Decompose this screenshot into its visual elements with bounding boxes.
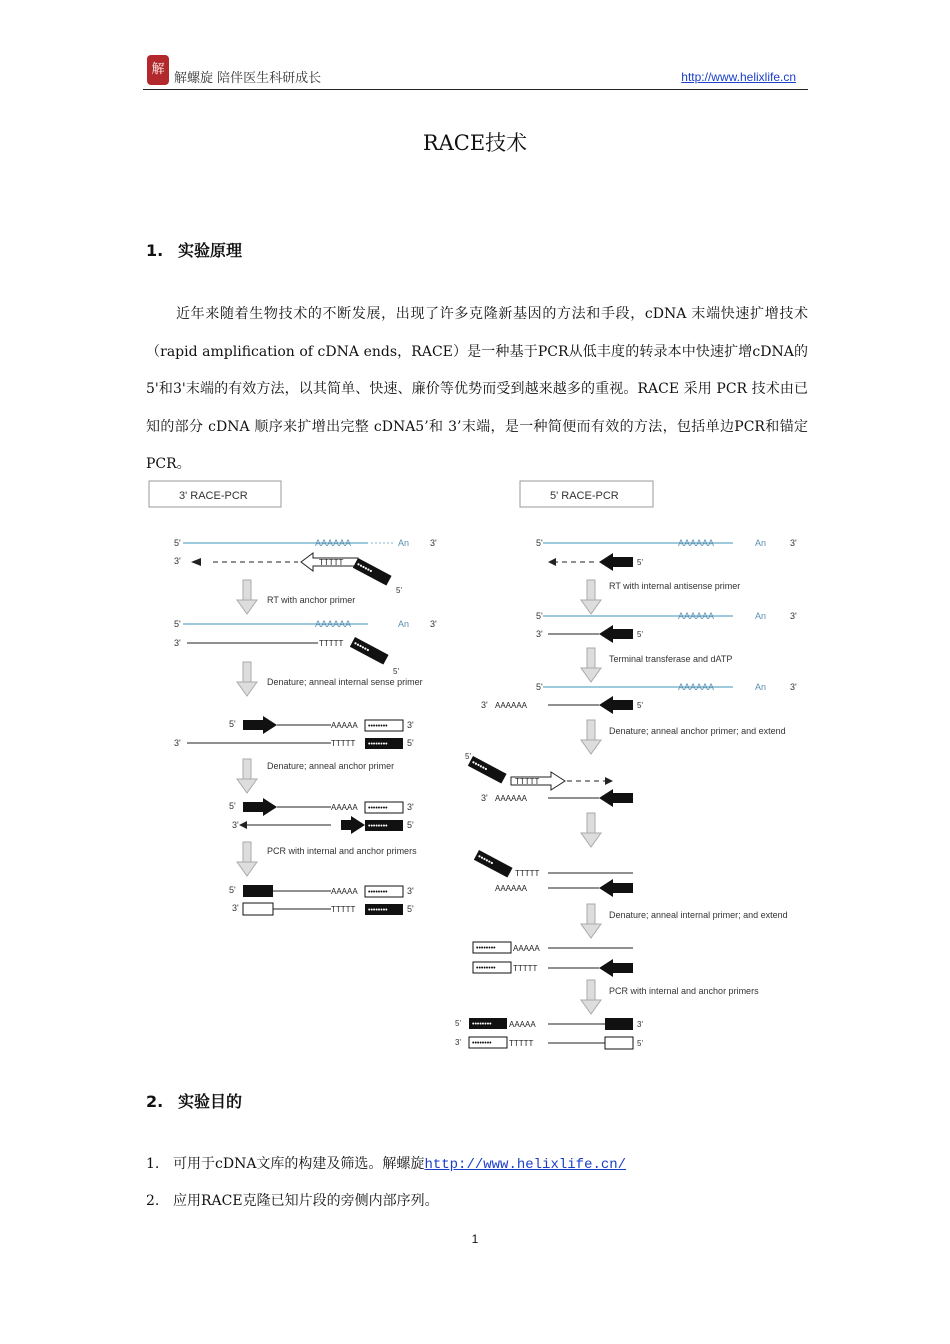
svg-text:5': 5' [536,538,543,548]
svg-text:TTTTT: TTTTT [331,905,356,914]
svg-text:AAAAAA: AAAAAA [495,884,528,893]
svg-text:AAAAA: AAAAA [513,944,540,953]
svg-text:••••••: •••••• [355,559,375,576]
svg-text:An: An [398,619,410,629]
svg-text:3': 3' [407,720,414,730]
svg-text:3': 3' [430,619,437,629]
svg-text:••••••: •••••• [476,851,496,868]
svg-text:AAAAAA: AAAAAA [495,794,528,803]
svg-text:AAAAAA: AAAAAA [678,682,715,692]
svg-text:3': 3' [536,629,543,639]
svg-text:An: An [398,538,410,548]
svg-text:TTTTT: TTTTT [515,777,540,786]
svg-text:3': 3' [790,538,797,548]
brand-slogan: 解螺旋 陪伴医生科研成长 [174,71,322,86]
page-title: RACE技术 [422,131,528,155]
svg-text:3': 3' [174,638,181,648]
svg-text:AAAAAA: AAAAAA [678,538,715,548]
svg-text:3': 3' [232,903,239,913]
svg-text:5': 5' [637,701,643,710]
svg-text:TTTTT: TTTTT [319,639,344,648]
svg-text:••••••••: •••••••• [368,741,388,748]
svg-text:TTTTT: TTTTT [513,964,538,973]
svg-text:5': 5' [407,820,414,830]
svg-text:5': 5' [536,682,543,692]
svg-text:Denature; anneal internal prim: Denature; anneal internal primer; and extend [609,910,788,920]
svg-text:3': 3' [481,700,488,710]
section-heading-principle: 1. 实验原理 [146,241,243,260]
svg-text:5': 5' [393,667,399,676]
header-website-link[interactable]: http://www.helixlife.cn [681,70,796,84]
svg-text:••••••••: •••••••• [472,1040,492,1047]
svg-text:5': 5' [407,904,414,914]
svg-text:An: An [755,538,767,548]
svg-text:Denature; anneal anchor primer: Denature; anneal anchor primer; and extend [609,726,786,736]
svg-text:3': 3' [174,556,181,566]
svg-text:3': 3' [790,682,797,692]
page-header [143,55,808,90]
svg-text:An: An [755,611,767,621]
svg-text:3': 3' [790,611,797,621]
svg-text:5': 5' [174,538,181,548]
svg-text:••••••••: •••••••• [368,889,388,896]
svg-text:TTTTT: TTTTT [515,869,540,878]
svg-text:5': 5' [465,752,471,761]
page-number: 1 [471,1232,479,1246]
svg-text:AAAAAA: AAAAAA [495,701,528,710]
svg-text:5': 5' [396,586,402,595]
section-heading-objective: 2. 实验目的 [146,1092,243,1111]
svg-text:5': 5' [229,719,236,729]
svg-text:••••••••: •••••••• [476,945,496,952]
svg-text:AAAAA: AAAAA [331,887,358,896]
svg-text:5': 5' [637,630,643,639]
svg-text:PCR with internal and anchor p: PCR with internal and anchor primers [609,986,759,996]
right-diagram-title: 5' RACE-PCR [550,490,619,502]
svg-text:PCR with internal and anchor p: PCR with internal and anchor primers [267,846,417,856]
objective-website-link[interactable]: http://www.helixlife.cn/ [424,1157,627,1173]
svg-text:5': 5' [229,885,236,895]
svg-text:••••••: •••••• [352,638,372,655]
svg-text:AAAAAA: AAAAAA [315,538,352,548]
svg-text:5': 5' [174,619,181,629]
svg-text:Denature; anneal internal sens: Denature; anneal internal sense primer [267,677,423,687]
svg-text:AAAAA: AAAAA [509,1020,536,1029]
svg-text:3': 3' [430,538,437,548]
svg-text:AAAAAA: AAAAAA [315,619,352,629]
svg-text:3': 3' [174,738,181,748]
svg-text:••••••: •••••• [470,757,490,774]
svg-text:AAAAA: AAAAA [331,803,358,812]
svg-text:An: An [755,682,767,692]
left-panel [174,538,437,915]
race-pcr-diagram [143,476,818,1056]
svg-text:RT with internal antisense pri: RT with internal antisense primer [609,581,741,591]
svg-text:5': 5' [637,1039,643,1048]
svg-text:5': 5' [637,558,643,567]
svg-text:5': 5' [536,611,543,621]
principle-paragraph: 近年来随着生物技术的不断发展，出现了许多克隆新基因的方法和手段，cDNA 末端快速扩增技术（rapid amplification of cDNA ends，RACE）是一种基于PCR从低丰度的转录本中快速扩增cDNA的5'和3'末端的有效方法，以其简单、快速、廉价等优势而受到越来越多的重视。RACE 采用 PCR 技术由已知的部分 cDNA 顺序来扩增出完整 cDNA5’和 3’末端，是一种简便而有效的方法，包括单边PCR和锚定PCR。 [146,306,808,472]
right-panel [455,538,797,1049]
svg-text:3': 3' [232,820,239,830]
svg-text:AAAAA: AAAAA [331,721,358,730]
svg-text:5': 5' [407,738,414,748]
left-diagram-title: 3' RACE-PCR [179,490,248,502]
svg-text:5': 5' [455,1019,461,1028]
svg-text:••••••••: •••••••• [368,805,388,812]
svg-text:Denature; anneal anchor primer: Denature; anneal anchor primer [267,761,395,771]
svg-text:3': 3' [481,793,488,803]
svg-text:••••••••: •••••••• [368,823,388,830]
svg-text:AAAAAA: AAAAAA [678,611,715,621]
svg-text:3': 3' [455,1038,461,1047]
svg-text:TTTTT: TTTTT [509,1039,534,1048]
helixlife-seal-logo: 解 [147,55,169,85]
svg-text:••••••••: •••••••• [368,907,388,914]
svg-text:5': 5' [229,801,236,811]
objective-item-1: 1. 可用于cDNA文库的构建及筛选。解螺旋http://www.helixlife.cn/ [146,1156,627,1173]
svg-text:••••••••: •••••••• [368,723,388,730]
svg-text:RT with anchor primer: RT with anchor primer [267,595,356,605]
svg-text:••••••••: •••••••• [472,1021,492,1028]
svg-text:TTTTT: TTTTT [331,739,356,748]
svg-text:••••••••: •••••••• [476,965,496,972]
svg-text:3': 3' [407,802,414,812]
objective-item-2: 2. 应用RACE克隆已知片段的旁侧内部序列。 [146,1193,439,1209]
svg-text:3': 3' [637,1020,643,1029]
svg-text:TTTTT: TTTTT [319,558,344,567]
svg-text:Terminal transferase and dATP: Terminal transferase and dATP [609,654,733,664]
svg-text:3': 3' [407,886,414,896]
